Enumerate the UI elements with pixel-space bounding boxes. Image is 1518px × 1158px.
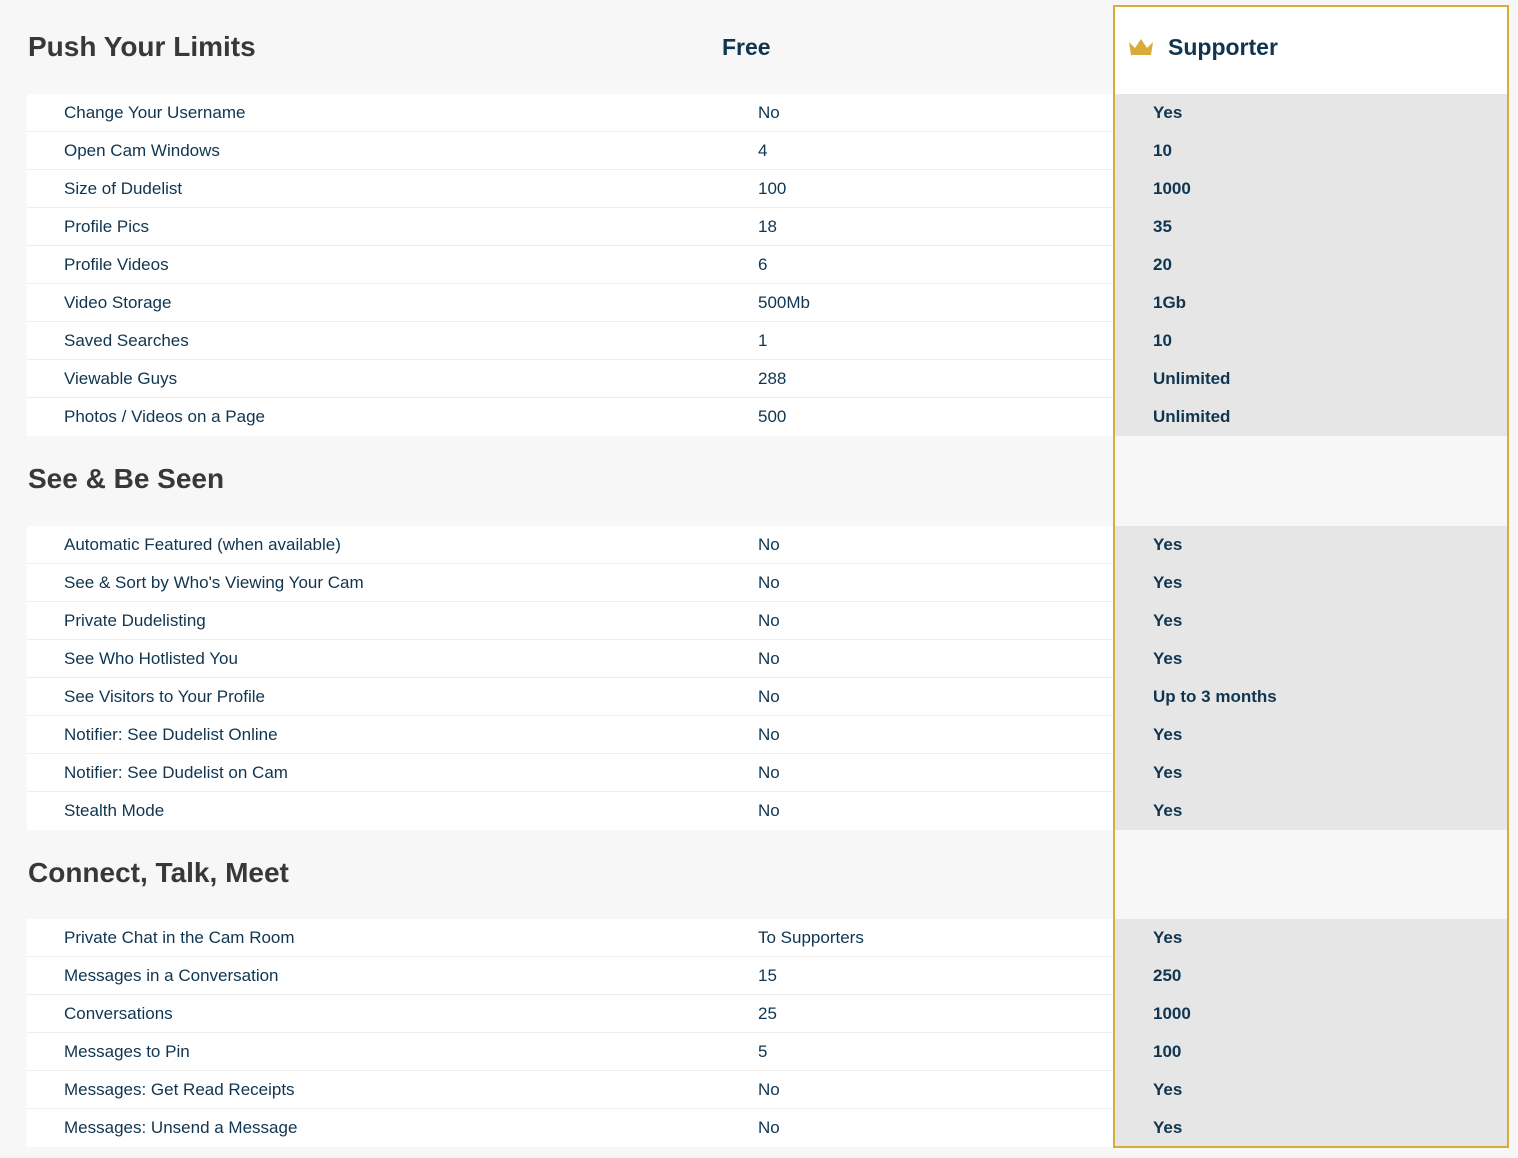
- table-row: [27, 94, 1507, 132]
- feature-cell: [27, 602, 1113, 640]
- supporter-value: Yes: [1153, 801, 1183, 820]
- free-value: 500Mb: [758, 292, 810, 312]
- supporter-value: 1Gb: [1153, 293, 1187, 312]
- supporter-cell: [1115, 678, 1507, 716]
- supporter-value: Yes: [1153, 103, 1183, 122]
- supporter-cell: [1115, 398, 1507, 436]
- table-row: [27, 919, 1507, 957]
- feature-cell: [27, 322, 1113, 360]
- table-row: [27, 792, 1507, 830]
- supporter-value: 35: [1153, 217, 1172, 236]
- supporter-value: Yes: [1153, 928, 1183, 947]
- supporter-cell: [1115, 132, 1507, 170]
- table-row: [27, 678, 1507, 716]
- feature-label: Messages: Unsend a Message: [64, 1118, 298, 1137]
- table-row: [27, 284, 1507, 322]
- supporter-cell: [1115, 284, 1507, 322]
- supporter-cell: [1115, 322, 1507, 360]
- table-row: [27, 246, 1507, 284]
- table-row: [27, 1071, 1507, 1109]
- supporter-cell: [1115, 1109, 1507, 1147]
- supporter-value: 20: [1153, 255, 1172, 274]
- feature-label: Profile Videos: [64, 254, 169, 274]
- supporter-cell: [1115, 360, 1507, 398]
- feature-cell: [27, 754, 1113, 792]
- feature-cell: [27, 716, 1113, 754]
- feature-table-connect-talk-meet: [27, 919, 1507, 1147]
- free-value: No: [758, 801, 780, 820]
- supporter-value: 10: [1153, 331, 1172, 350]
- table-row: [27, 640, 1507, 678]
- supporter-cell: [1115, 246, 1507, 284]
- supporter-value: Yes: [1153, 1118, 1183, 1137]
- supporter-cell: [1115, 716, 1507, 754]
- supporter-cell: [1115, 1071, 1507, 1109]
- free-value: 500: [758, 407, 787, 426]
- feature-label: See Who Hotlisted You: [64, 648, 238, 668]
- feature-cell: [27, 1071, 1113, 1109]
- free-value: No: [758, 762, 780, 782]
- feature-label: Conversations: [64, 1003, 173, 1023]
- table-row: [27, 995, 1507, 1033]
- supporter-cell: [1115, 170, 1507, 208]
- supporter-value: Yes: [1153, 725, 1183, 744]
- table-row: [27, 716, 1507, 754]
- supporter-cell: [1115, 94, 1507, 132]
- supporter-cell: [1115, 1033, 1507, 1071]
- feature-cell: [27, 919, 1113, 957]
- free-value: No: [758, 724, 780, 744]
- free-value: No: [758, 572, 780, 592]
- feature-label: Open Cam Windows: [64, 140, 220, 160]
- table-row: [27, 602, 1507, 640]
- table-row: [27, 564, 1507, 602]
- free-value: 6: [758, 254, 768, 274]
- supporter-cell: [1115, 564, 1507, 602]
- table-row: [27, 132, 1507, 170]
- feature-label: Viewable Guys: [64, 368, 178, 388]
- feature-label: Notifier: See Dudelist on Cam: [64, 762, 288, 782]
- feature-cell: [27, 246, 1113, 284]
- supporter-label: Supporter: [1168, 33, 1278, 60]
- supporter-value: Unlimited: [1153, 407, 1231, 426]
- feature-label: Profile Pics: [64, 216, 150, 236]
- supporter-value: Yes: [1153, 649, 1183, 668]
- free-value: No: [758, 534, 780, 554]
- supporter-value: Yes: [1153, 535, 1183, 554]
- supporter-value: Yes: [1153, 1080, 1183, 1099]
- free-value: No: [758, 1118, 780, 1137]
- supporter-value: 100: [1153, 1042, 1182, 1061]
- table-row: [27, 754, 1507, 792]
- feature-cell: [27, 792, 1113, 830]
- supporter-value: Yes: [1153, 573, 1183, 592]
- feature-cell: [27, 398, 1113, 436]
- table-row: [27, 957, 1507, 995]
- feature-cell: [27, 360, 1113, 398]
- feature-label: Stealth Mode: [64, 801, 165, 820]
- feature-cell: [27, 526, 1113, 564]
- table-row: [27, 360, 1507, 398]
- free-value: No: [758, 686, 780, 706]
- supporter-value: 10: [1153, 141, 1172, 160]
- supporter-value: Yes: [1153, 763, 1183, 782]
- supporter-cell: [1115, 208, 1507, 246]
- supporter-value: 1000: [1153, 179, 1191, 198]
- section-title: Push Your Limits: [28, 31, 256, 62]
- free-value: 100: [758, 178, 787, 198]
- table-row: [27, 1109, 1507, 1147]
- supporter-cell: [1115, 957, 1507, 995]
- feature-label: Size of Dudelist: [64, 178, 183, 198]
- supporter-cell: [1115, 602, 1507, 640]
- supporter-cell: [1115, 919, 1507, 957]
- supporter-cell: [1115, 526, 1507, 564]
- feature-cell: [27, 678, 1113, 716]
- feature-cell: [27, 284, 1113, 322]
- feature-label: Video Storage: [64, 292, 172, 312]
- table-row: [27, 526, 1507, 564]
- feature-label: Private Dudelisting: [64, 610, 206, 630]
- free-value: 1: [758, 330, 768, 350]
- feature-table-push-limits: [27, 94, 1507, 436]
- free-value: No: [758, 610, 780, 630]
- feature-label: See & Sort by Who's Viewing Your Cam: [64, 572, 364, 592]
- supporter-cell: [1115, 640, 1507, 678]
- free-value: 5: [758, 1041, 768, 1061]
- feature-cell: [27, 564, 1113, 602]
- section-title: See & Be Seen: [28, 463, 225, 494]
- feature-cell: [27, 94, 1113, 132]
- free-value: No: [758, 648, 780, 668]
- free-value: 25: [758, 1003, 777, 1023]
- crown-icon: [1128, 37, 1154, 57]
- table-row: [27, 208, 1507, 246]
- feature-label: Saved Searches: [64, 330, 189, 350]
- free-column-header: Free: [722, 33, 771, 60]
- table-row: [27, 322, 1507, 360]
- feature-cell: [27, 995, 1113, 1033]
- free-value: No: [758, 102, 780, 122]
- feature-label: Photos / Videos on a Page: [64, 407, 266, 426]
- feature-cell: [27, 170, 1113, 208]
- supporter-value: 250: [1153, 966, 1182, 985]
- feature-label: Messages to Pin: [64, 1041, 190, 1061]
- supporter-cell: [1115, 792, 1507, 830]
- supporter-value: 1000: [1153, 1004, 1191, 1023]
- feature-cell: [27, 1109, 1113, 1147]
- free-value: No: [758, 1079, 780, 1099]
- free-value: 288: [758, 368, 787, 388]
- feature-cell: [27, 640, 1113, 678]
- feature-label: Notifier: See Dudelist Online: [64, 724, 278, 744]
- table-row: [27, 1033, 1507, 1071]
- feature-cell: [27, 1033, 1113, 1071]
- feature-label: Private Chat in the Cam Room: [64, 927, 295, 947]
- free-value: 15: [758, 965, 777, 985]
- section-title: Connect, Talk, Meet: [28, 857, 289, 888]
- feature-cell: [27, 957, 1113, 995]
- feature-table-see-be-seen: [27, 526, 1507, 830]
- free-value: 4: [758, 140, 768, 160]
- free-value: To Supporters: [758, 927, 864, 947]
- feature-cell: [27, 208, 1113, 246]
- feature-label: Change Your Username: [64, 102, 246, 122]
- feature-label: See Visitors to Your Profile: [64, 686, 265, 706]
- table-row: [27, 398, 1507, 436]
- feature-label: Automatic Featured (when available): [64, 534, 341, 554]
- supporter-column-header: [1128, 0, 1278, 94]
- feature-cell: [27, 132, 1113, 170]
- supporter-cell: [1115, 754, 1507, 792]
- feature-label: Messages: Get Read Receipts: [64, 1079, 295, 1099]
- supporter-cell: [1115, 995, 1507, 1033]
- supporter-value: Unlimited: [1153, 369, 1231, 388]
- supporter-value: Up to 3 months: [1153, 687, 1277, 706]
- table-row: [27, 170, 1507, 208]
- feature-label: Messages in a Conversation: [64, 965, 279, 985]
- supporter-value: Yes: [1153, 611, 1183, 630]
- free-value: 18: [758, 216, 777, 236]
